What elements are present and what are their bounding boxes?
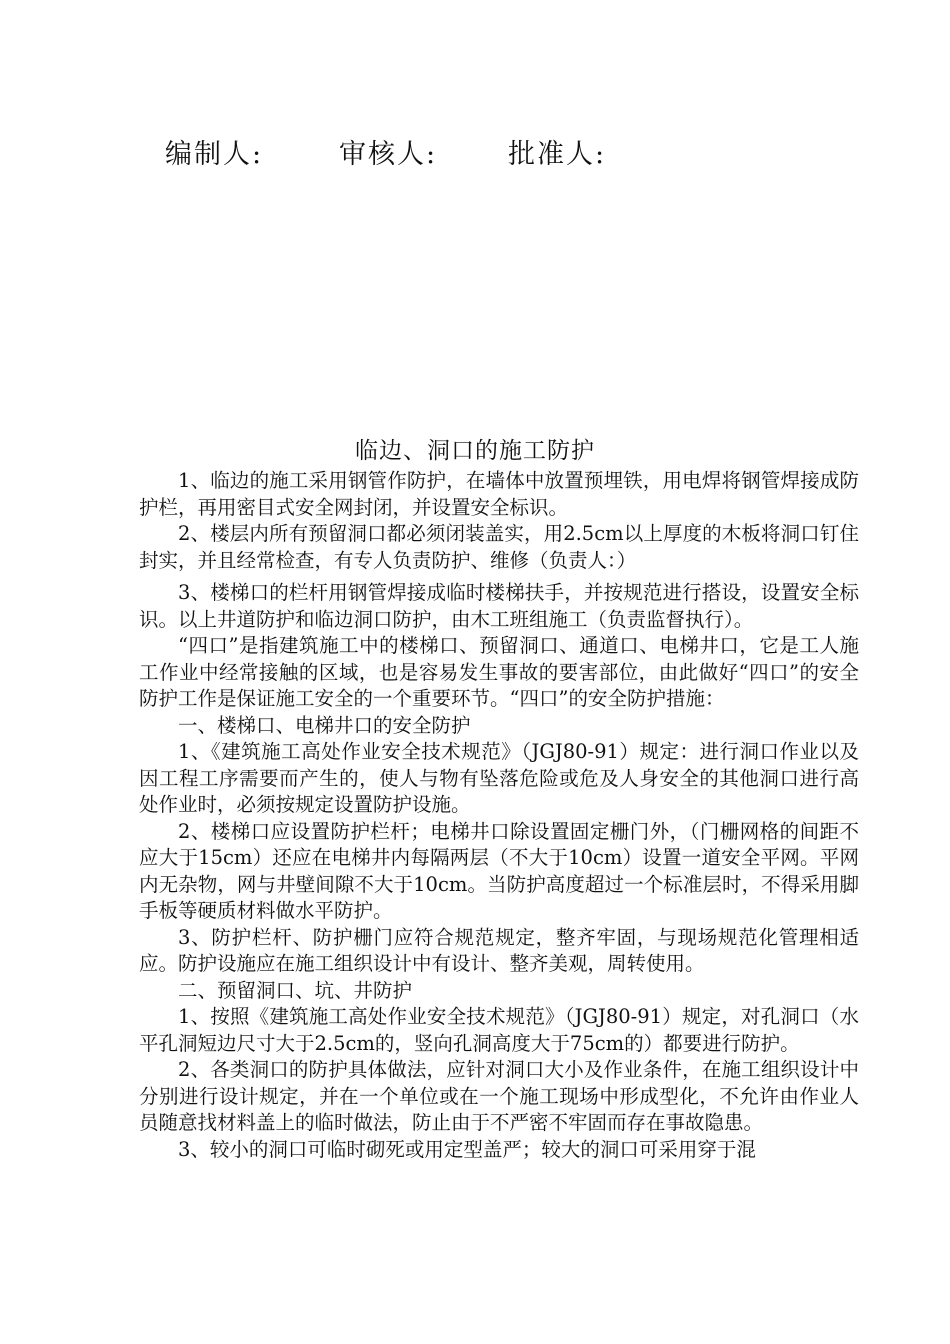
paragraph: 1、按照《建筑施工高处作业安全技术规范》（JGJ80-91）规定，对孔洞口（水平孔洞短边尺寸大于2.5cm的，竖向孔洞高度大于75cm的）都要进行防护。 bbox=[139, 1005, 859, 1055]
paragraph: “四口”是指建筑施工中的楼梯口、预留洞口、通道口、电梯井口，它是工人施工作业中经常接触的区域，也是容易发生事故的要害部位，由此做好“四口”的安全防护工作是保证施工安全的一个重要环节。“四口”的安全防护措施： bbox=[139, 634, 859, 710]
subheading: 一、楼梯口、电梯井口的安全防护 bbox=[178, 713, 471, 737]
section-title: 临边、洞口的施工防护 bbox=[355, 438, 595, 464]
approver-label: 批准人: bbox=[508, 139, 607, 170]
subheading: 二、预留洞口、坑、井防护 bbox=[178, 978, 413, 1002]
paragraph: 3、较小的洞口可临时砌死或用定型盖严；较大的洞口可采用穿于混 bbox=[178, 1137, 756, 1161]
paragraph: 2、楼梯口应设置防护栏杆；电梯井口除设置固定栅门外，（门栅网格的间距不应大于15cm）还应在电梯井内每隔两层（不大于10cm）设置一道安全平网。平网内无杂物，网与井壁间隙不大于10cm。当防护高度超过一个标准层时，不得采用脚手板等硬质材料做水平防护。 bbox=[139, 819, 859, 922]
compiler-label: 编制人: bbox=[165, 139, 264, 170]
paragraph: 1、临边的施工采用钢管作防护，在墙体中放置预埋铁，用电焊将钢管焊接成防护栏，再用密目式安全网封闭，并设置安全标识。 bbox=[139, 469, 859, 519]
paragraph: 3、防护栏杆、防护栅门应符合规范规定，整齐牢固，与现场规范化管理相适应。防护设施应在施工组织设计中有设计、整齐美观，周转使用。 bbox=[139, 925, 859, 975]
paragraph: 2、各类洞口的防护具体做法，应针对洞口大小及作业条件，在施工组织设计中分别进行设计规定，并在一个单位或在一个施工现场中形成型化，不允许由作业人员随意找材料盖上的临时做法，防止由于不严密不牢固而存在事故隐患。 bbox=[139, 1058, 859, 1134]
document-body bbox=[139, 468, 859, 1163]
paragraph: 3、楼梯口的栏杆用钢管焊接成临时楼梯扶手，并按规范进行搭设，设置安全标识。以上井道防护和临边洞口防护，由木工班组施工（负责监督执行）。 bbox=[139, 581, 859, 631]
reviewer-label: 审核人: bbox=[339, 139, 438, 170]
paragraph: 1、《建筑施工高处作业安全技术规范》（JGJ80-91）规定：进行洞口作业以及因工程工序需要而产生的，使人与物有坠落危险或危及人身安全的其他洞口进行高处作业时，必须按规定设置防护设施。 bbox=[139, 740, 859, 816]
paragraph: 2、楼层内所有预留洞口都必须闭装盖实，用2.5cm以上厚度的木板将洞口钉住封实，并且经常检查，有专人负责防护、维修（负责人：） bbox=[139, 522, 859, 572]
